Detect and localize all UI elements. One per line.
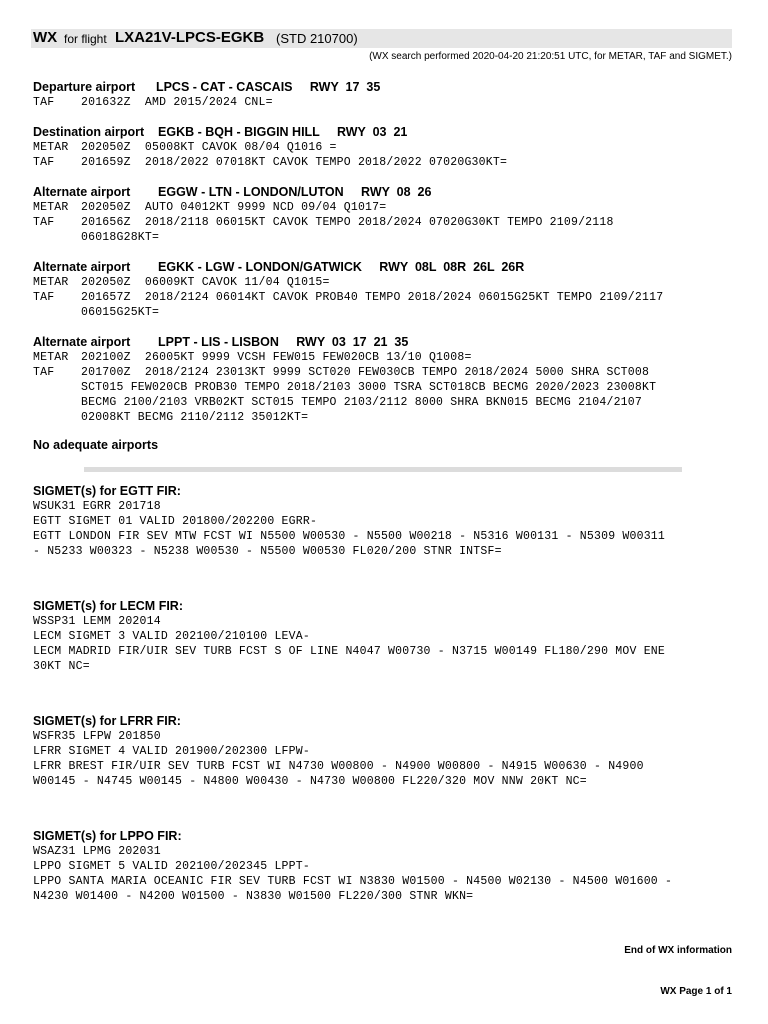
alternate-airport-lppt-section [33,335,656,425]
end-of-wx-info: End of WX information [624,945,732,956]
std-time: (STD 210700) [276,31,358,46]
flight-id: LXA21V-LPCS-EGKB [115,29,265,46]
report-line: 02008KT BECMG 2110/2112 35012KT= [81,411,309,424]
airport-heading: Destination airport EGKB - BQH - BIGGIN HILL RWY 03 21 [33,125,408,139]
report-text: 201659Z 2018/2022 07018KT CAVOK TEMPO 2018/2022 07020G30KT= [81,156,508,169]
report-line: 201656Z 2018/2118 06015KT CAVOK TEMPO 2018/2024 07020G30KT TEMPO 2109/2118 [81,216,614,229]
metar-row [33,140,507,155]
taf-row [33,95,380,110]
metar-row [33,350,656,365]
taf-row [33,215,614,245]
sigmet-line: N4230 W01400 - N4200 W01500 - N3830 W01500 FL220/300 STNR WKN= [33,890,474,903]
search-info: (WX search performed 2020-04-20 21:20:51 UTC, for METAR, TAF and SIGMET.) [369,51,732,62]
report-line: SCT015 FEW020CB PROB30 TEMPO 2018/2103 3000 TSRA SCT018CB BECMG 2020/2023 23008KT [81,381,657,394]
airport-heading: Alternate airport LPPT - LIS - LISBON RWY 03 17 21 35 [33,335,409,349]
report-type-label: METAR [33,276,69,289]
report-text [81,365,656,425]
report-type-label: TAF [33,291,55,304]
sigmet-line: LFRR BREST FIR/UIR SEV TURB FCST WI N4730 W00800 - N4900 W00800 - N4915 W00630 - N4900 [33,760,644,773]
taf-row [33,290,663,320]
section-divider [84,467,682,472]
taf-row [33,155,507,170]
report-text: 202050Z AUTO 04012KT 9999 NCD 09/04 Q1017= [81,201,387,214]
sigmet-line: LPPO SANTA MARIA OCEANIC FIR SEV TURB FCST WI N3830 W01500 - N4500 W02130 - N4500 W01600 - [33,875,673,888]
report-type-label: TAF [33,156,55,169]
airport-heading: Alternate airport EGKK - LGW - LONDON/GATWICK RWY 08L 08R 26L 26R [33,260,525,274]
report-text [81,290,663,320]
report-text: 201632Z AMD 2015/2024 CNL= [81,96,273,109]
airport-heading: Alternate airport EGGW - LTN - LONDON/LUTON RWY 08 26 [33,185,432,199]
destination-airport-section [33,125,507,170]
sigmet-heading: SIGMET(s) for LPPO FIR: [33,829,182,843]
report-type-label: METAR [33,351,69,364]
for-flight-label: for flight [64,32,107,46]
report-type-label: METAR [33,201,69,214]
report-text: 202100Z 26005KT 9999 VCSH FEW015 FEW020CB 13/10 Q1008= [81,351,472,364]
sigmet-heading: SIGMET(s) for LFRR FIR: [33,714,181,728]
alternate-airport-egkk-section [33,260,663,320]
no-adequate-airports: No adequate airports [33,438,159,452]
sigmet-lppo-section [33,829,672,904]
airport-heading: Departure airport LPCS - CAT - CASCAIS RWY 17 35 [33,80,381,94]
report-text: 202050Z 05008KT CAVOK 08/04 Q1016 = [81,141,337,154]
sigmet-line: - N5233 W00323 - N5238 W00530 - N5500 W00530 FL020/200 STNR INTSF= [33,545,502,558]
sigmet-line: LFRR SIGMET 4 VALID 201900/202300 LFPW- [33,745,310,758]
sigmet-line: EGTT LONDON FIR SEV MTW FCST WI N5500 W00530 - N5500 W00218 - N5316 W00131 - N5309 W00311 [33,530,665,543]
sigmet-line: LECM SIGMET 3 VALID 202100/210100 LEVA- [33,630,310,643]
report-text [81,215,614,245]
sigmet-line: EGTT SIGMET 01 VALID 201800/202200 EGRR- [33,515,318,528]
departure-airport-section [33,80,380,110]
sigmet-egtt-section [33,484,665,559]
report-type-label: TAF [33,216,55,229]
sigmet-line: WSSP31 LEMM 202014 [33,615,161,628]
sigmet-lecm-section [33,599,665,674]
report-type-label: TAF [33,96,55,109]
report-text: 202050Z 06009KT CAVOK 11/04 Q1015= [81,276,330,289]
sigmet-line: LPPO SIGMET 5 VALID 202100/202345 LPPT- [33,860,310,873]
sigmet-lfrr-section [33,714,644,789]
report-line: 201700Z 2018/2124 23013KT 9999 SCT020 FEW030CB TEMPO 2018/2024 5000 SHRA SCT008 [81,366,650,379]
sigmet-heading: SIGMET(s) for EGTT FIR: [33,484,181,498]
report-type-label: METAR [33,141,69,154]
metar-row [33,275,663,290]
alternate-airport-eggw-section [33,185,614,245]
wx-header-bar [31,29,732,48]
report-line: 06015G25KT= [81,306,160,319]
sigmet-line: WSFR35 LFPW 201850 [33,730,161,743]
sigmet-line: WSAZ31 LPMG 202031 [33,845,161,858]
report-type-label: TAF [33,366,55,379]
report-line: 201657Z 2018/2124 06014KT CAVOK PROB40 TEMPO 2018/2024 06015G25KT TEMPO 2109/2117 [81,291,664,304]
taf-row [33,365,656,425]
sigmet-line: 30KT NC= [33,660,90,673]
wx-title: WX [33,29,58,46]
page-indicator: WX Page 1 of 1 [660,986,732,997]
report-line: 06018G28KT= [81,231,160,244]
sigmet-heading: SIGMET(s) for LECM FIR: [33,599,183,613]
sigmet-line: W00145 - N4745 W00145 - N4800 W00430 - N4730 W00800 FL220/320 MOV NNW 20KT NC= [33,775,587,788]
report-line: BECMG 2100/2103 VRB02KT SCT015 TEMPO 2103/2112 8000 SHRA BKN015 BECMG 2104/2107 [81,396,642,409]
sigmet-line: WSUK31 EGRR 201718 [33,500,161,513]
sigmet-line: LECM MADRID FIR/UIR SEV TURB FCST S OF LINE N4047 W00730 - N3715 W00149 FL180/290 MOV ENE [33,645,665,658]
metar-row [33,200,614,215]
